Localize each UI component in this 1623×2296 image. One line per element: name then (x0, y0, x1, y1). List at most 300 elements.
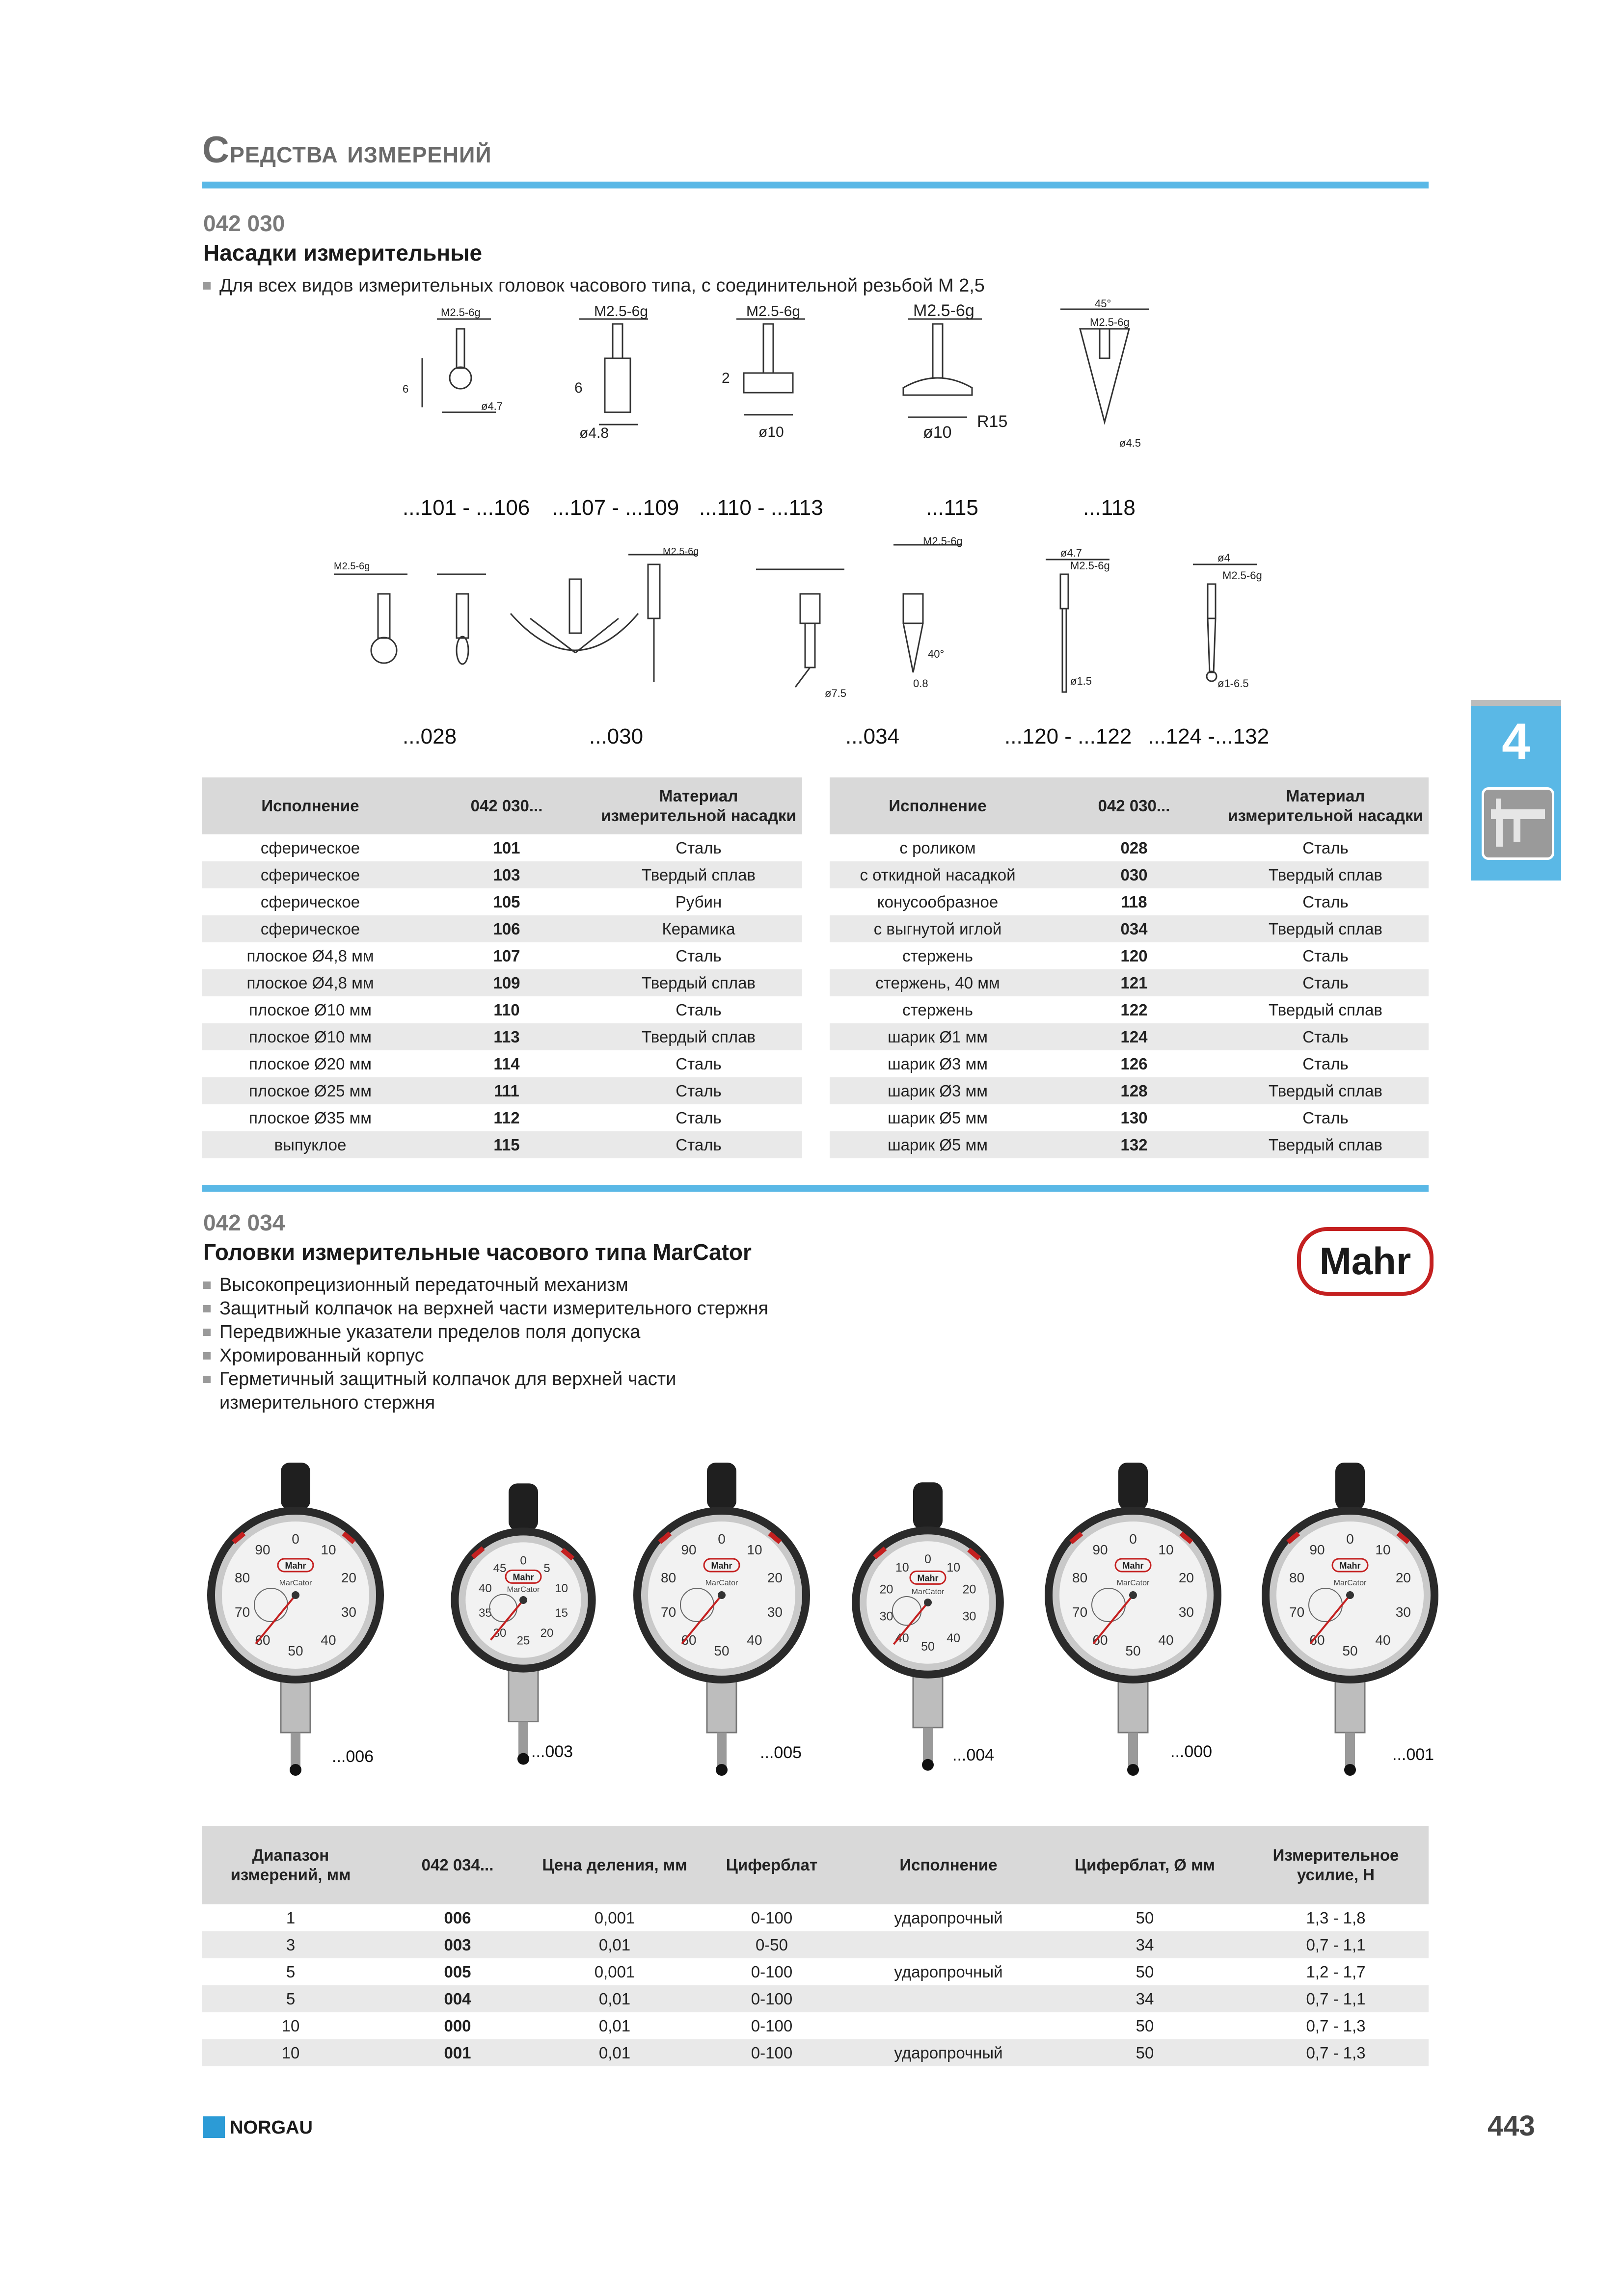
dial-tick-label: 10 (747, 1542, 762, 1557)
table-cell: 101 (493, 838, 520, 857)
svg-text:ø10: ø10 (923, 423, 952, 442)
table-cell: 0-100 (751, 1908, 793, 1927)
table-cell: 1,2 - 1,7 (1306, 1962, 1366, 1981)
table-cell: 106 (418, 915, 595, 942)
table-row (830, 1050, 1429, 1077)
table-cell: ударопрочный (850, 2039, 1047, 2066)
drawing-flat-10 (722, 303, 805, 440)
gauge-tip (517, 1753, 529, 1765)
table-cell: Сталь (676, 1108, 722, 1127)
table-cell: Твердый сплав (595, 969, 802, 996)
drawing-cone (1060, 297, 1149, 449)
drawing-roller (334, 561, 486, 664)
dial-brand: Mahr (917, 1573, 939, 1583)
table-row (830, 996, 1429, 1023)
svg-text:M2.5-6g: M2.5-6g (663, 546, 699, 557)
gauge-cap (707, 1463, 736, 1510)
dial-tick-label: 45 (493, 1562, 507, 1575)
table-cell: 0,7 - 1,3 (1306, 2016, 1366, 2035)
svg-text:R15: R15 (977, 412, 1008, 431)
dial-tick-label: 50 (288, 1643, 303, 1658)
drawing-label: ...034 (845, 724, 900, 748)
table-cell: шарик Ø5 мм (888, 1108, 988, 1127)
table-row (202, 1131, 802, 1158)
svg-text:M2.5-6g: M2.5-6g (334, 561, 370, 572)
dial-tick-label: 90 (681, 1542, 697, 1557)
dial-tick-label: 25 (516, 1634, 530, 1648)
table-row (830, 1131, 1429, 1158)
dial-tick-label: 20 (1178, 1570, 1194, 1585)
gauge-label: ...000 (1170, 1742, 1213, 1761)
table-cell: 1,3 - 1,8 (1306, 1908, 1366, 1927)
dial-tick-label: 30 (1178, 1604, 1194, 1620)
dial-model: MarCator (911, 1587, 945, 1596)
gauge-cap (913, 1482, 943, 1529)
table-cell: Сталь (676, 1054, 722, 1073)
table-cell: 103 (418, 861, 595, 888)
gauge-cap (1118, 1463, 1148, 1510)
table-cell: сферическое (202, 861, 418, 888)
dial-tick-label: 0 (520, 1554, 527, 1568)
table-row (202, 2039, 1429, 2066)
table-cell: Сталь (676, 838, 722, 857)
dial-brand: Mahr (285, 1561, 306, 1571)
brand-logo: Mahr (1297, 1227, 1434, 1296)
table-row (830, 834, 1429, 861)
dial-tick-label: 40 (895, 1631, 909, 1645)
drawing-label: ...107 - ...109 (552, 496, 679, 520)
gauge-tip (1344, 1764, 1356, 1776)
svg-text:45°: 45° (1095, 297, 1111, 310)
table-cell: 004 (379, 1985, 536, 2012)
table-cell: Сталь (1302, 1054, 1349, 1073)
table-cell: плоское Ø4,8 мм (202, 969, 418, 996)
table-cell: 0,01 (536, 2039, 693, 2066)
dial-tick-label: 80 (1072, 1570, 1088, 1585)
table-cell: 107 (493, 946, 520, 965)
table-cell: сферическое (202, 915, 418, 942)
drawings-row1 (393, 297, 1178, 456)
table-cell: Сталь (1302, 838, 1349, 857)
gauge-spindle (1345, 1733, 1355, 1767)
table-cell: плоское Ø4,8 мм (246, 946, 374, 965)
table-cell: 030 (1046, 861, 1222, 888)
drawing-label: ...115 (926, 496, 978, 520)
table-cell: 0,001 (594, 1962, 635, 1981)
table-cell: 1 (286, 1908, 296, 1927)
table-cell: плоское Ø35 мм (249, 1108, 372, 1127)
dial-tick-label: 10 (321, 1542, 336, 1557)
table-cell: Сталь (1302, 946, 1349, 965)
section-bullets (203, 274, 1381, 297)
table-cell: шарик Ø3 мм (888, 1054, 988, 1073)
table-cell: с выгнутой иглой (830, 915, 1046, 942)
table-cell: 124 (1046, 1023, 1222, 1050)
dial-gauge (202, 1453, 389, 1767)
page-number: 443 (1488, 2110, 1535, 2142)
svg-text:M2.5-6g: M2.5-6g (594, 303, 649, 320)
col-header: Исполнение (202, 777, 418, 834)
norgau-logo-icon (203, 2116, 225, 2138)
dial-tick-label: 70 (1289, 1604, 1305, 1620)
table-cell: 50 (1136, 1962, 1154, 1981)
col-header: Исполнение (830, 777, 1046, 834)
gauge-cap (509, 1483, 538, 1530)
dial-gauge (430, 1458, 617, 1772)
table-row (202, 1023, 802, 1050)
table-row (202, 1931, 1429, 1958)
table-cell: 132 (1046, 1131, 1222, 1158)
table-cell: 5 (286, 1962, 296, 1981)
table-cell: Твердый сплав (1222, 1131, 1429, 1158)
svg-text:6: 6 (574, 380, 583, 396)
table-row (830, 1023, 1429, 1050)
col-header: Исполнение (850, 1826, 1047, 1904)
svg-text:M2.5-6g: M2.5-6g (1222, 569, 1262, 582)
col-header: Материал измерительной насадки (595, 777, 802, 834)
table-row (202, 1958, 1429, 1985)
table-cell: 121 (1046, 969, 1222, 996)
gauge-spindle (1128, 1733, 1138, 1767)
table-cell: 34 (1047, 1931, 1243, 1958)
dial-tick-label: 90 (1309, 1542, 1325, 1557)
table-row (830, 942, 1429, 969)
table-cell: Сталь (595, 1077, 802, 1104)
dial-tick-label: 20 (767, 1570, 783, 1585)
dial-tick-label: 40 (747, 1632, 762, 1648)
dial-tick-label: 0 (292, 1531, 299, 1547)
table-cell: 005 (444, 1962, 471, 1981)
dial-model: MarCator (1116, 1579, 1150, 1587)
section-code: 042 034 (203, 1210, 285, 1235)
gauge-stem (1335, 1679, 1365, 1733)
dial-tick-label: 20 (879, 1582, 893, 1597)
table-row (830, 861, 1429, 888)
dial-tick-label: 20 (962, 1582, 976, 1597)
feature-list (203, 1273, 989, 1415)
section-rule (202, 1185, 1429, 1192)
gauge-stem (707, 1679, 736, 1733)
gauge-tip (290, 1764, 301, 1776)
table-row (202, 834, 802, 861)
table-cell: 0,01 (598, 2016, 631, 2035)
table-cell: сферическое (260, 838, 360, 857)
table-cell: 115 (418, 1131, 595, 1158)
drawing-convex (903, 301, 1007, 442)
svg-text:0.8: 0.8 (913, 677, 928, 690)
dial-tick-label: 0 (924, 1552, 931, 1567)
dial-tick-label: 10 (555, 1581, 568, 1595)
dial-tick-label: 30 (1395, 1604, 1411, 1620)
svg-text:ø10: ø10 (758, 424, 784, 440)
table-cell: Керамика (595, 915, 802, 942)
col-header: Материал измерительной насадки (1222, 777, 1429, 834)
dial-tick-label: 20 (1395, 1570, 1411, 1585)
dial-brand: Mahr (711, 1561, 732, 1571)
table-cell: 10 (281, 2016, 300, 2035)
gauge-stem (509, 1668, 538, 1722)
table-cell: плоское Ø10 мм (249, 1000, 372, 1019)
gauge-stem (281, 1679, 310, 1733)
svg-text:ø4.5: ø4.5 (1119, 437, 1141, 449)
table-cell: 000 (444, 2016, 471, 2035)
gauge-stem (913, 1674, 943, 1728)
chapter-number: 4 (1502, 713, 1530, 770)
svg-text:M2.5-6g: M2.5-6g (1070, 560, 1110, 572)
table-cell: 34 (1047, 1985, 1243, 2012)
diameter-label: ø4.7 (481, 400, 503, 412)
bullet-item: измерительного стержня (219, 1392, 435, 1413)
dial-tick-label: 70 (1072, 1604, 1088, 1620)
dial-tick-label: 0 (1129, 1531, 1137, 1547)
col-header: Измерительное усилие, Н (1243, 1826, 1429, 1904)
drawing-spherical (403, 306, 503, 412)
table-cell: 0,01 (536, 1985, 693, 2012)
table-cell: 10 (202, 2039, 379, 2066)
caliper-icon (1482, 787, 1554, 860)
table-cell: 50 (1047, 2039, 1243, 2066)
svg-text:ø7.5: ø7.5 (825, 687, 847, 699)
table-cell: шарик Ø5 мм (830, 1131, 1046, 1158)
dial-tick-label: 50 (921, 1639, 935, 1654)
section-title: Насадки измерительные (203, 240, 483, 266)
table-row (202, 942, 802, 969)
svg-text:ø4.7: ø4.7 (1060, 547, 1082, 559)
table-cell: шарик Ø1 мм (830, 1023, 1046, 1050)
needle-hub (924, 1599, 932, 1606)
svg-text:6: 6 (403, 383, 409, 395)
section-code: 042 030 (203, 211, 285, 236)
dial-tick-label: 80 (235, 1570, 250, 1585)
table-cell: 122 (1120, 1000, 1148, 1019)
table-cell: 50 (1136, 2016, 1154, 2035)
dial-tick-label: 10 (895, 1561, 909, 1575)
table-row (202, 1985, 1429, 2012)
table-cell: Твердый сплав (1222, 915, 1429, 942)
table-cell: 0,7 - 1,3 (1243, 2039, 1429, 2066)
dial-tick-label: 40 (1375, 1632, 1391, 1648)
table-row (202, 996, 802, 1023)
dial-tick-label: 80 (661, 1570, 676, 1585)
col-header: Циферблат, Ø мм (1047, 1826, 1243, 1904)
table-cell: Сталь (1302, 892, 1349, 911)
drawing-folding (511, 546, 699, 682)
svg-text:M2.5-6g: M2.5-6g (913, 301, 974, 320)
table-cell: 120 (1120, 946, 1148, 965)
table-cell: выпуклое (202, 1131, 418, 1158)
dial-tick-label: 10 (947, 1561, 961, 1575)
dial-tick-label: 35 (479, 1606, 492, 1620)
dial-brand: Mahr (513, 1572, 534, 1582)
section-title: Головки измерительные часового типа MarCator (203, 1239, 752, 1265)
col-header: 042 034... (379, 1826, 536, 1904)
table-cell: Рубин (675, 892, 722, 911)
bullet-item: Высокопрецизионный передаточный механизм (203, 1273, 989, 1297)
dial-tick-label: 70 (235, 1604, 250, 1620)
dial-tick-label: 30 (341, 1604, 356, 1620)
table-cell: с роликом (899, 838, 976, 857)
table-cell: 0-50 (693, 1931, 850, 1958)
svg-text:ø1-6.5: ø1-6.5 (1217, 677, 1249, 690)
dial-tick-label: 60 (1309, 1632, 1325, 1648)
table-cell: 113 (418, 1023, 595, 1050)
svg-text:M2.5-6g: M2.5-6g (923, 535, 963, 547)
table-cell (850, 1931, 1047, 1958)
needle-hub (1346, 1591, 1354, 1599)
table-cell: Сталь (595, 1131, 802, 1158)
gauge-tip (922, 1759, 934, 1771)
table-row (202, 915, 802, 942)
table-row (202, 2012, 1429, 2039)
footer-brand: NORGAU (230, 2117, 313, 2138)
table-row (830, 1104, 1429, 1131)
col-header: Цена деления, мм (536, 1826, 693, 1904)
drawing-flat-48 (574, 303, 648, 441)
table-cell: сферическое (260, 892, 360, 911)
dial-tick-label: 0 (1346, 1531, 1354, 1547)
gauge-cap (1335, 1463, 1365, 1510)
table-cell: 5 (202, 1985, 379, 2012)
dial-tick-label: 90 (1092, 1542, 1108, 1557)
table-cell: 110 (493, 1000, 520, 1019)
dial-model: MarCator (507, 1585, 540, 1594)
dial-model: MarCator (705, 1579, 738, 1587)
dial-model: MarCator (1333, 1579, 1367, 1587)
table-cell: Сталь (1302, 1108, 1349, 1127)
header-rule (202, 182, 1429, 188)
attachments-table-left (202, 777, 802, 1158)
drawing-bent-needle (756, 535, 963, 699)
table-row (202, 888, 802, 915)
dial-tick-label: 60 (255, 1632, 270, 1648)
table-cell: 001 (379, 2039, 536, 2066)
col-header: 042 030... (1046, 777, 1222, 834)
gauge-table (202, 1826, 1429, 2066)
table-cell: Сталь (1222, 1023, 1429, 1050)
table-row (830, 1077, 1429, 1104)
bullet-item: Защитный колпачок на верхней части измерительного стержня (203, 1297, 989, 1320)
dial-brand: Mahr (1339, 1561, 1361, 1571)
table-cell: стержень (902, 946, 973, 965)
page-title: Средства измерений (202, 129, 492, 171)
table-row (202, 1104, 802, 1131)
needle-hub (718, 1591, 726, 1599)
dial-gauge (628, 1453, 815, 1767)
svg-text:M2.5-6g: M2.5-6g (1090, 316, 1130, 328)
dial-model: MarCator (279, 1579, 312, 1587)
attachments-table-right (830, 777, 1429, 1158)
dial-tick-label: 60 (681, 1632, 697, 1648)
svg-text:2: 2 (722, 370, 730, 386)
gauge-label: ...004 (952, 1746, 995, 1764)
dial-tick-label: 15 (555, 1606, 568, 1620)
table-cell: Сталь (676, 946, 722, 965)
col-header: Диапазон измерений, мм (202, 1826, 379, 1904)
bullet-item: Передвижные указатели пределов поля допуска (203, 1320, 989, 1344)
table-cell: 0-100 (693, 1985, 850, 2012)
table-cell: плоское Ø10 мм (202, 1023, 418, 1050)
table-cell: 006 (444, 1908, 471, 1927)
table-cell (850, 2012, 1047, 2039)
bullet-item: Для всех видов измерительных головок часового типа, с соединительной резьбой М 2,5 (203, 274, 1381, 297)
gauge-spindle (717, 1733, 727, 1767)
table-cell: 0,7 - 1,1 (1243, 1931, 1429, 1958)
table-cell: 0,001 (594, 1908, 635, 1927)
gauge-stem (1118, 1679, 1148, 1733)
drawing-label: ...120 - ...122 (1004, 724, 1132, 748)
dial-tick-label: 40 (1158, 1632, 1174, 1648)
dial-tick-label: 90 (255, 1542, 270, 1557)
table-cell: 034 (1046, 915, 1222, 942)
table-cell: 0,7 - 1,1 (1243, 1985, 1429, 2012)
needle-hub (1129, 1591, 1137, 1599)
table-cell: с откидной насадкой (830, 861, 1046, 888)
gauge-label: ...003 (531, 1742, 573, 1761)
table-cell: Сталь (1222, 969, 1429, 996)
table-cell: 112 (493, 1108, 520, 1127)
table-cell: 126 (1120, 1054, 1148, 1073)
table-cell: 109 (418, 969, 595, 996)
table-cell: Твердый сплав (595, 1023, 802, 1050)
needle-hub (292, 1591, 299, 1599)
gauge-label: ...006 (332, 1747, 374, 1766)
gauge-cap (281, 1463, 310, 1510)
dial-tick-label: 20 (341, 1570, 356, 1585)
table-cell: 0-100 (751, 1962, 793, 1981)
bullet-item: Хромированный корпус (203, 1344, 989, 1367)
table-row (202, 1077, 802, 1104)
needle-hub (519, 1596, 527, 1604)
dial-tick-label: 30 (767, 1604, 783, 1620)
drawing-label: ...028 (403, 724, 457, 748)
gauge-label: ...005 (760, 1743, 802, 1762)
dial-gauge (1040, 1453, 1226, 1767)
table-cell: 0,01 (536, 1931, 693, 1958)
dial-tick-label: 10 (1158, 1542, 1174, 1557)
table-cell: 003 (379, 1931, 536, 1958)
drawing-label: ...030 (589, 724, 644, 748)
table-cell: 105 (493, 892, 520, 911)
table-cell: 128 (1046, 1077, 1222, 1104)
table-cell: 111 (418, 1077, 595, 1104)
table-cell: 028 (1120, 838, 1148, 857)
svg-text:40°: 40° (928, 648, 945, 660)
dial-tick-label: 30 (493, 1627, 507, 1640)
dial-tick-label: 80 (1289, 1570, 1305, 1585)
table-row (202, 861, 802, 888)
drawing-label: ...110 - ...113 (699, 496, 823, 520)
dial-brand: Mahr (1122, 1561, 1144, 1571)
svg-text:M2.5-6g: M2.5-6g (746, 303, 801, 320)
drawing-label: ...124 -...132 (1148, 724, 1270, 748)
gauge-spindle (518, 1722, 528, 1756)
table-row (830, 915, 1429, 942)
table-cell: 50 (1136, 1908, 1154, 1927)
col-header: Циферблат (693, 1826, 850, 1904)
table-row (202, 1904, 1429, 1931)
table-cell: конусообразное (877, 892, 999, 911)
drawing-label: ...118 (1083, 496, 1136, 520)
table-cell: плоское Ø25 мм (202, 1077, 418, 1104)
drawings-row2 (324, 535, 1276, 702)
bullet-item: Герметичный защитный колпачок для верхней части (203, 1367, 989, 1391)
table-cell: 0-100 (751, 2016, 793, 2035)
dial-gauge (1257, 1453, 1443, 1767)
dial-tick-label: 5 (543, 1562, 550, 1575)
table-row (830, 969, 1429, 996)
table-row (202, 969, 802, 996)
drawing-stem (1046, 547, 1110, 692)
